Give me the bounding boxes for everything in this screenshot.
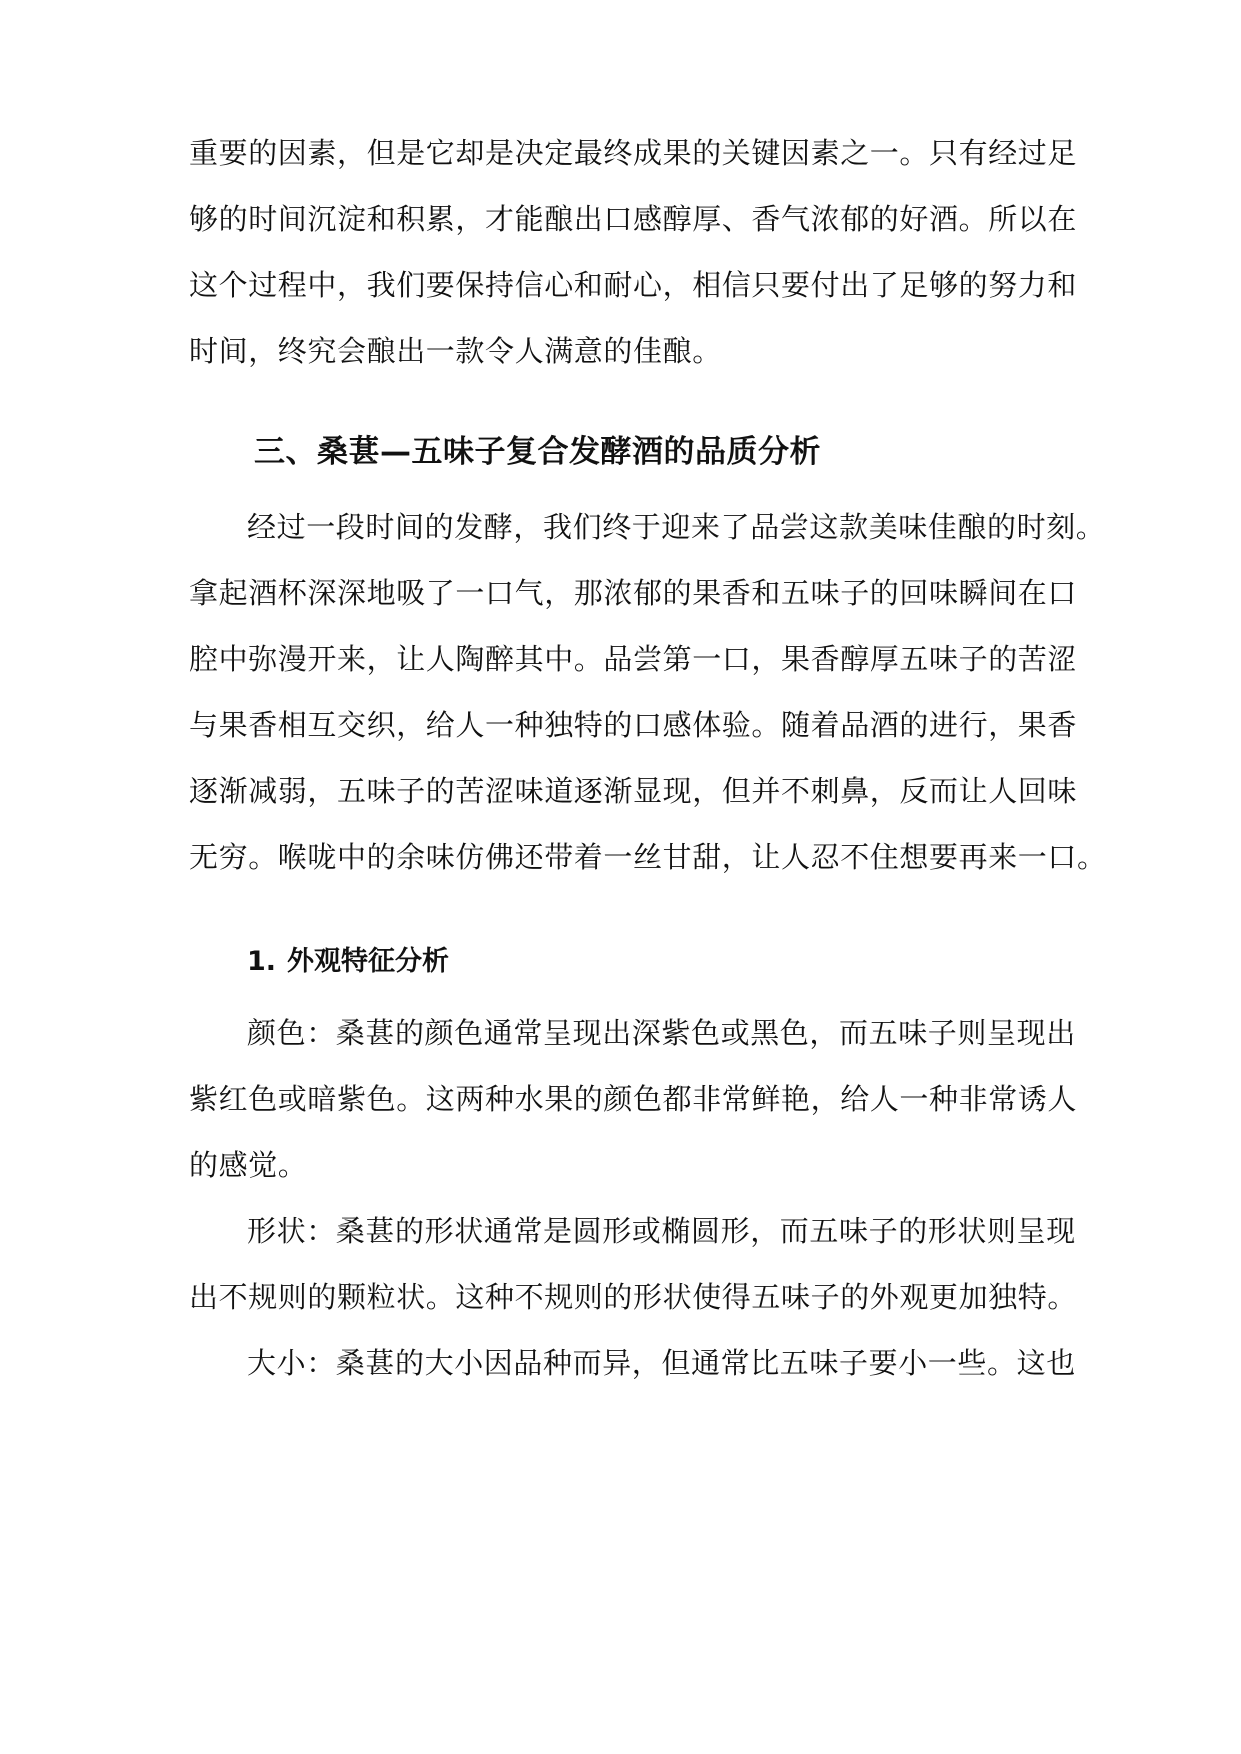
- paragraph-line: 紫红色或暗紫色。这两种水果的颜色都非常鲜艳，给人一种非常诱人: [189, 1082, 1078, 1116]
- paragraph-line: 拿起酒杯深深地吸了一口气，那浓郁的果香和五味子的回味瞬间在口: [189, 576, 1078, 610]
- paragraph-line: 够的时间沉淀和积累，才能酿出口感醇厚、香气浓郁的好酒。所以在: [189, 202, 1078, 236]
- paragraph-line: 形状：桑葚的形状通常是圆形或椭圆形，而五味子的形状则呈现: [247, 1214, 1076, 1248]
- paragraph-line: 时间，终究会酿出一款令人满意的佳酿。: [189, 334, 722, 368]
- paragraph-line: 与果香相互交织，给人一种独特的口感体验。随着品酒的进行，果香: [189, 708, 1078, 742]
- paragraph-line: 这个过程中，我们要保持信心和耐心，相信只要付出了足够的努力和: [189, 268, 1078, 302]
- paragraph-line: 的感觉。: [189, 1148, 308, 1182]
- section-heading: 三、桑葚—五味子复合发酵酒的品质分析: [254, 434, 821, 470]
- paragraph-line: 大小：桑葚的大小因品种而异，但通常比五味子要小一些。这也: [247, 1346, 1076, 1380]
- paragraph-line: 出不规则的颗粒状。这种不规则的形状使得五味子的外观更加独特。: [189, 1280, 1078, 1314]
- paragraph-line: 重要的因素，但是它却是决定最终成果的关键因素之一。只有经过足: [189, 136, 1078, 170]
- paragraph-line: 腔中弥漫开来，让人陶醉其中。品尝第一口，果香醇厚五味子的苦涩: [189, 642, 1078, 676]
- subsection-heading: [247, 942, 449, 982]
- subsection-number: 1.: [247, 946, 277, 977]
- paragraph-line: 经过一段时间的发酵，我们终于迎来了品尝这款美味佳酿的时刻。: [247, 510, 1106, 544]
- subsection-title: 外观特征分析: [287, 946, 449, 977]
- paragraph-line: 颜色：桑葚的颜色通常呈现出深紫色或黑色，而五味子则呈现出: [247, 1016, 1076, 1050]
- paragraph-line: 无穷。喉咙中的余味仿佛还带着一丝甘甜，让人忍不住想要再来一口。: [189, 840, 1107, 874]
- paragraph-line: 逐渐减弱，五味子的苦涩味道逐渐显现，但并不刺鼻，反而让人回味: [189, 774, 1078, 808]
